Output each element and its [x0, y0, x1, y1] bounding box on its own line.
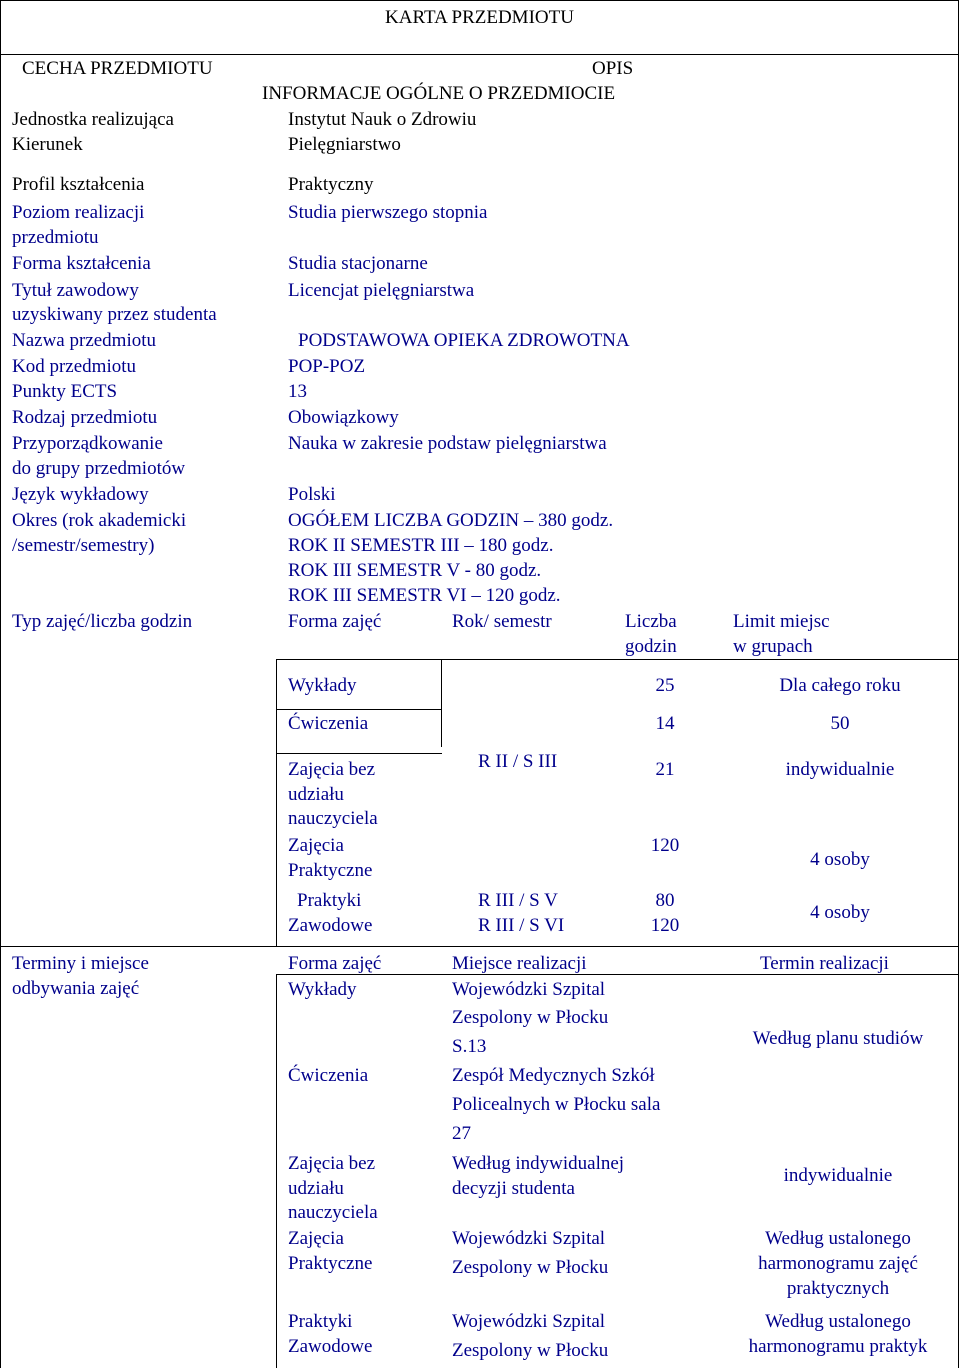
schedule-divider — [0, 946, 959, 947]
schedule-exercises-form: Ćwiczenia — [288, 1065, 369, 1086]
schedule-practical-term-line2: harmonogramu zajęć — [758, 1253, 918, 1274]
level-label-line1: Poziom realizacji — [12, 202, 145, 223]
hours-exercises-limit: 50 — [830, 713, 850, 734]
schedule-exercises-place-line2: Policealnych w Płocku sala — [452, 1094, 661, 1115]
schedule-self-form-line2: udziału — [288, 1178, 344, 1199]
schedule-internship-place-line1: Wojewódzki Szpital — [452, 1311, 606, 1332]
period-semester-3: ROK II SEMESTR III – 180 godz. — [288, 535, 554, 556]
degree-label-line1: Tytuł zawodowy — [12, 280, 139, 301]
hours-header-limit-line2: w grupach — [733, 636, 813, 657]
language-label: Język wykładowy — [12, 484, 149, 505]
period-total: OGÓŁEM LICZBA GODZIN – 380 godz. — [288, 510, 614, 531]
schedule-internship-form-line2: Zawodowe — [288, 1336, 373, 1357]
hours-self-form-line1: Zajęcia bez — [288, 759, 376, 780]
group-label-line1: Przyporządkowanie — [12, 433, 163, 454]
hours-self-hours: 21 — [655, 759, 675, 780]
field-label: Kierunek — [12, 134, 83, 155]
schedule-lectures-form: Wykłady — [288, 979, 357, 1000]
title-divider — [0, 54, 959, 55]
schedule-exercises-place-line3: 27 — [452, 1123, 471, 1144]
form-value: Studia stacjonarne — [288, 253, 428, 274]
course-name-label: Nazwa przedmiotu — [12, 330, 157, 351]
unit-label: Jednostka realizująca — [12, 109, 174, 130]
hours-header-hours-line1: Liczba — [625, 611, 677, 632]
hours-year-main: R II / S III — [478, 751, 558, 772]
schedule-lectures-place-line2: Zespolony w Płocku — [452, 1007, 609, 1028]
outer-border-left — [0, 0, 1, 1368]
level-value: Studia pierwszego stopnia — [288, 202, 488, 223]
profile-label: Profil kształcenia — [12, 174, 145, 195]
group-label-line2: do grupy przedmiotów — [12, 458, 186, 479]
hours-internship-year-line1: R III / S V — [478, 890, 558, 911]
hours-self-form-line2: udziału — [288, 784, 344, 805]
schedule-header-term: Termin realizacji — [760, 953, 889, 974]
schedule-practical-place-line1: Wojewódzki Szpital — [452, 1228, 606, 1249]
hours-internship-form-line1: Praktyki — [297, 890, 362, 911]
field-value: Pielęgniarstwo — [288, 134, 401, 155]
schedule-practical-term-line1: Według ustalonego — [765, 1228, 911, 1249]
hours-header-year: Rok/ semestr — [452, 611, 552, 632]
language-value: Polski — [288, 484, 336, 505]
profile-value: Praktyczny — [288, 174, 374, 195]
hours-grid-left — [276, 659, 277, 946]
schedule-header-form: Forma zajęć — [288, 953, 382, 974]
schedule-label-line1: Terminy i miejsce — [12, 953, 149, 974]
course-code-value: POP-POZ — [288, 356, 366, 377]
schedule-grid-top — [276, 974, 959, 975]
hours-lectures-limit: Dla całego roku — [779, 675, 901, 696]
hours-lectures-hours: 25 — [655, 675, 675, 696]
group-value: Nauka w zakresie podstaw pielęgniarstwa — [288, 433, 607, 454]
hours-practical-limit: 4 osoby — [810, 849, 870, 870]
hours-rule-exercises — [276, 753, 442, 754]
hours-self-form-line3: nauczyciela — [288, 808, 378, 829]
course-type-value: Obowiązkowy — [288, 407, 399, 428]
schedule-practical-form-line2: Praktyczne — [288, 1253, 373, 1274]
hours-internship-year-line2: R III / S VI — [478, 915, 565, 936]
hours-internship-form-line2: Zawodowe — [288, 915, 373, 936]
degree-label-line2: uzyskiwany przez studenta — [12, 304, 217, 325]
hours-exercises-hours: 14 — [655, 713, 675, 734]
ects-label: Punkty ECTS — [12, 381, 118, 402]
form-label: Forma kształcenia — [12, 253, 151, 274]
hours-rule-lectures — [276, 709, 442, 710]
schedule-internship-place-line2: Zespolony w Płocku — [452, 1340, 609, 1361]
col-feature-header: CECHA PRZEDMIOTU — [22, 58, 213, 79]
hours-internship-hours-line1: 80 — [655, 890, 675, 911]
schedule-self-form-line3: nauczyciela — [288, 1202, 378, 1223]
hours-header-hours-line2: godzin — [625, 636, 677, 657]
col-description-header: OPIS — [592, 58, 634, 79]
hours-grid-top — [276, 659, 959, 660]
hours-section-label: Typ zajęć/liczba godzin — [12, 611, 193, 632]
degree-value: Licencjat pielęgniarstwa — [288, 280, 475, 301]
outer-border-right — [958, 0, 959, 1368]
schedule-label-line2: odbywania zajęć — [12, 978, 140, 999]
schedule-header-place: Miejsce realizacji — [452, 953, 587, 974]
outer-border-top — [0, 0, 959, 1]
hours-self-limit: indywidualnie — [785, 759, 895, 780]
schedule-practical-term-line3: praktycznych — [786, 1278, 890, 1299]
schedule-practical-place-line2: Zespolony w Płocku — [452, 1257, 609, 1278]
schedule-plan-term: Według planu studiów — [752, 1028, 924, 1049]
level-label-line2: przedmiotu — [12, 227, 99, 248]
hours-practical-hours: 120 — [650, 835, 680, 856]
schedule-lectures-place-line3: S.13 — [452, 1036, 487, 1057]
schedule-self-place-line1: Według indywidualnej — [452, 1153, 625, 1174]
card-title: KARTA PRZEDMIOTU — [385, 7, 574, 28]
schedule-practical-form-line1: Zajęcia — [288, 1228, 344, 1249]
schedule-grid-left — [276, 974, 277, 1368]
hours-practical-form-line1: Zajęcia — [288, 835, 344, 856]
hours-header-limit-line1: Limit miejsc — [733, 611, 830, 632]
period-semester-5: ROK III SEMESTR V - 80 godz. — [288, 560, 542, 581]
course-type-label: Rodzaj przedmiotu — [12, 407, 158, 428]
schedule-internship-term-line2: harmonogramu praktyk — [748, 1336, 928, 1357]
hours-header-form: Forma zajęć — [288, 611, 382, 632]
hours-form-divider — [441, 659, 442, 747]
course-name-value: PODSTAWOWA OPIEKA ZDROWOTNA — [298, 330, 630, 351]
hours-lectures-form: Wykłady — [288, 675, 357, 696]
schedule-internship-form-line1: Praktyki — [288, 1311, 353, 1332]
period-label-line2: /semestr/semestry) — [12, 535, 155, 556]
schedule-exercises-place-line1: Zespół Medycznych Szkół — [452, 1065, 655, 1086]
hours-internship-limit: 4 osoby — [810, 902, 870, 923]
course-code-label: Kod przedmiotu — [12, 356, 137, 377]
schedule-internship-term-line1: Według ustalonego — [765, 1311, 911, 1332]
section-general-title: INFORMACJE OGÓLNE O PRZEDMIOCIE — [262, 83, 616, 104]
schedule-self-place-line2: decyzji studenta — [452, 1178, 575, 1199]
unit-value: Instytut Nauk o Zdrowiu — [288, 109, 477, 130]
hours-exercises-form: Ćwiczenia — [288, 713, 369, 734]
hours-internship-hours-line2: 120 — [650, 915, 680, 936]
hours-practical-form-line2: Praktyczne — [288, 860, 373, 881]
period-semester-6: ROK III SEMESTR VI – 120 godz. — [288, 585, 561, 606]
schedule-self-form-line1: Zajęcia bez — [288, 1153, 376, 1174]
period-label-line1: Okres (rok akademicki — [12, 510, 187, 531]
ects-value: 13 — [288, 381, 307, 402]
schedule-lectures-place-line1: Wojewódzki Szpital — [452, 979, 606, 1000]
schedule-self-term: indywidualnie — [783, 1165, 893, 1186]
